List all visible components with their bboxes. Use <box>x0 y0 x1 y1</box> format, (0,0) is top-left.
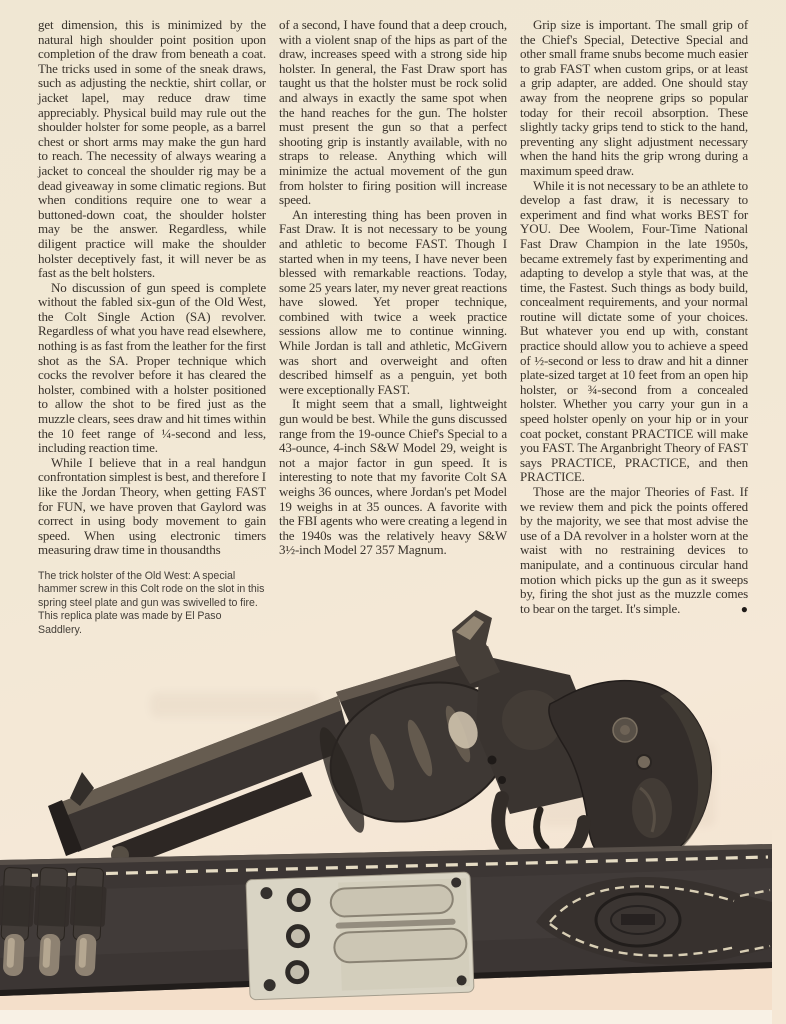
article-end-mark: ● <box>740 602 748 617</box>
article-paragraph: While it is not necessary to be an athlete to develop a fast draw, it is necessary to experiment and find what works BEST for YOU. Dee Woolem, Four-Time National Fast Draw Champion in the late 1950s, became extremely fast by experimenting and adapting to develop a style that was, at the time, the Fastest. Such things as body build, concealment requirements, and your normal routine will dictate some of your choices. But whatever you end up with, constant practice should allow you to achieve a speed of ½-second or less to draw and hit a dinner plate-sized target at 10 feet from an open hip holster, or ¾-second from a concealed holster. Whether you carry your gun in a speed holster openly on your hip or in your coat pocket, constant PRACTICE will make you FAST. The Arganbright Theory of FAST says PRACTICE, PRACTICE, and then PRACTICE. <box>520 177 748 485</box>
revolver-photo <box>40 600 740 870</box>
cartridge-loops <box>0 867 108 977</box>
column-2 <box>279 18 507 637</box>
grip-medallion <box>613 718 637 742</box>
spring-steel-plate <box>246 872 474 1000</box>
belt-leather <box>0 844 772 996</box>
article-paragraph: It might seem that a small, lightweight gun would be best. While the guns discussed range from the 19-ounce Chief's Special to a 43-ounce, 4-inch S&W Model 29, weight is not a major factor in gun speed. It is interesting to note that my favorite Colt SA weighs 36 ounces, where Jordan's pet Model 19 weighs in at 35 ounces. A favorite with the FBI agents who were creating a legend in the 1940s was the relatively heavy S&W 3½-inch Model 27 357 Magnum. <box>279 396 507 558</box>
article-paragraph: Grip size is important. The small grip of the Chief's Special, Detective Special and other small frame snubs become much easier to grab FAST when custom grips, or at least a grip adapter, are added. One should stay away from the neoprene grips so popular today for their recoil absorption. These slightly tacky grips tend to stick to the hand, preventing any slight adjustment necessary when the hand hits the grip wrong during a maximum speed draw. <box>520 17 748 178</box>
article-paragraph: get dimension, this is minimized by the natural high shoulder point position upon completion of the draw from beneath a coat. The tricks used in some of the sneak draws, such as adjusting the necktie, shirt collar, or jacket lapel, may reduce draw time appreciably. Physical build may rule out the shoulder holster for some people, as a barrel chest or short arms may make the gun hard to reach. The necessity of always wearing a jacket to conceal the shoulder rig may be a dead giveaway in some climatic regions. But when conditions require one to wear a buttoned-down coat, the shoulder holster may be the answer. Regardless, while diligent practice will make the shoulder holster deceptively fast, it will never be as fast as the belt holsters. <box>38 17 266 281</box>
page-showthrough <box>150 692 320 718</box>
revolver-topstrap <box>336 646 502 724</box>
article-paragraph: of a second, I have found that a deep crouch, with a violent snap of the hips as part of the draw, increases speed with a strong side hip holster. In general, the Fast Draw sport has taught us that the holster must be rock solid and always in exactly the same spot when the hand reaches for the gun. The holster must present the gun so that a perfect shooting grip is instantly available, with no straps to release. Anything which will minimize the actual movement of the gun from holster to firing position will increase speed. <box>279 17 507 208</box>
article-paragraph: Those are the major Theories of Fast. If we review them and pick the points offered by the majority, we see that most advise the use of a DA revolver in a holster worn at the waist with no restraining devices to manipulate, and a continuous circular hand motion which picks up the gun as it sweeps by, firing the shot just as the muzzle comes to bear on the target. It's simple. <box>520 484 748 616</box>
cartridge-belt-photo <box>0 830 786 1024</box>
article-paragraph: An interesting thing has been proven in Fast Draw. It is not necessary to be young and athletic to become FAST. Though I started when in my teens, I have never been blessed with remarkable reactions. Today, some 25 years later, my never great reactions have slowed. Yet proper technique, combined with twice a week practice sessions allow me to continue winning. While Jordan is tall and athletic, McGivern was short and overweight and often described himself as a penguin, yet both were exceptionally FAST. <box>279 206 507 397</box>
column-1 <box>38 18 266 637</box>
belt-stitching <box>6 857 768 876</box>
article-text <box>38 18 748 637</box>
plate-slot-tongue <box>330 885 453 917</box>
holster-tip <box>536 877 772 965</box>
column-3 <box>520 18 748 637</box>
revolver-barrel <box>48 696 352 868</box>
article-paragraph: While I believe that in a real handgun confrontation simplest is best, and therefore I like the Jordan Theory, when getting FAST for FUN, we have proven that Gaylord was correct in using body movement to gain speed. When using electronic timers measuring draw time in thousandths <box>38 454 266 558</box>
photo-caption: The trick holster of the Old West: A special hammer screw in this Colt rode on the slot in this spring steel plate and gun was swivelled to fire. This replica plate was made by El Paso Saddlery. <box>38 569 265 636</box>
page-showthrough <box>540 742 715 827</box>
plate-slot-tongue <box>334 928 467 963</box>
maker-stamp <box>596 894 680 946</box>
article-paragraph: No discussion of gun speed is complete without the fabled six-gun of the Old West, the Colt Single Action (SA) revolver. Regardless of what you have read elsewhere, nothing is as fast from the leather for the first shot as the SA. Proper technique which cocks the revolver before it has cleared the holster, combined with a holster positioned to allow the shot to be fired just as the muzzle clears, sees draw and hit times within the 10 feet range of ¼-second and less, including reaction time. <box>38 279 266 456</box>
revolver-cylinder <box>311 659 529 846</box>
